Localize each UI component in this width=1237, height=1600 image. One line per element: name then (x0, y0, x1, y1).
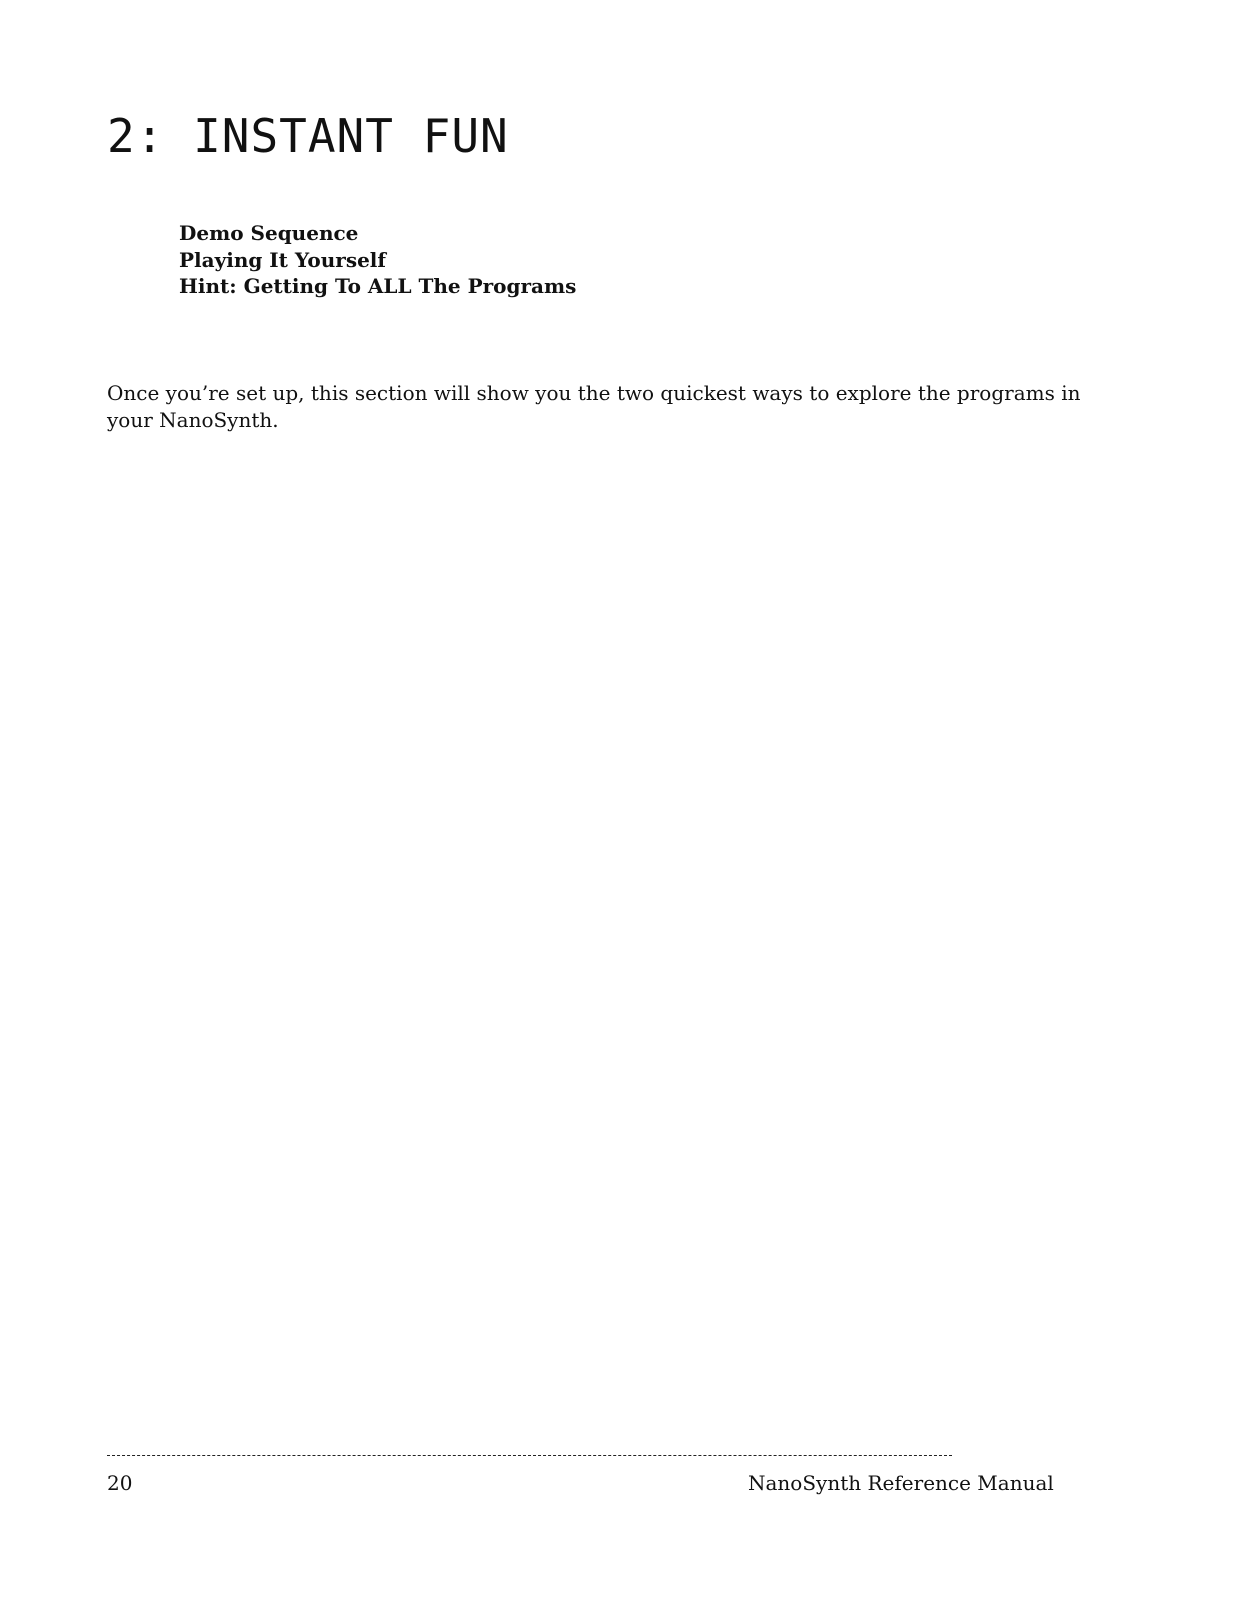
chapter-title: 2: INSTANT FUN (107, 109, 509, 163)
toc-item-demo-sequence: Demo Sequence (179, 221, 359, 245)
running-title: NanoSynth Reference Manual (748, 1471, 1054, 1495)
section-contents-list (179, 220, 576, 300)
page-number: 20 (107, 1471, 133, 1495)
toc-item-playing-it-yourself: Playing It Yourself (179, 247, 387, 272)
intro-paragraph: Once you’re set up, this section will show you the two quickest ways to explore the programs in your NanoSynth. (107, 381, 1081, 432)
footer-divider (107, 1455, 952, 1456)
toc-item-getting-to-all-programs: Hint: Getting To ALL The Programs (179, 274, 577, 298)
